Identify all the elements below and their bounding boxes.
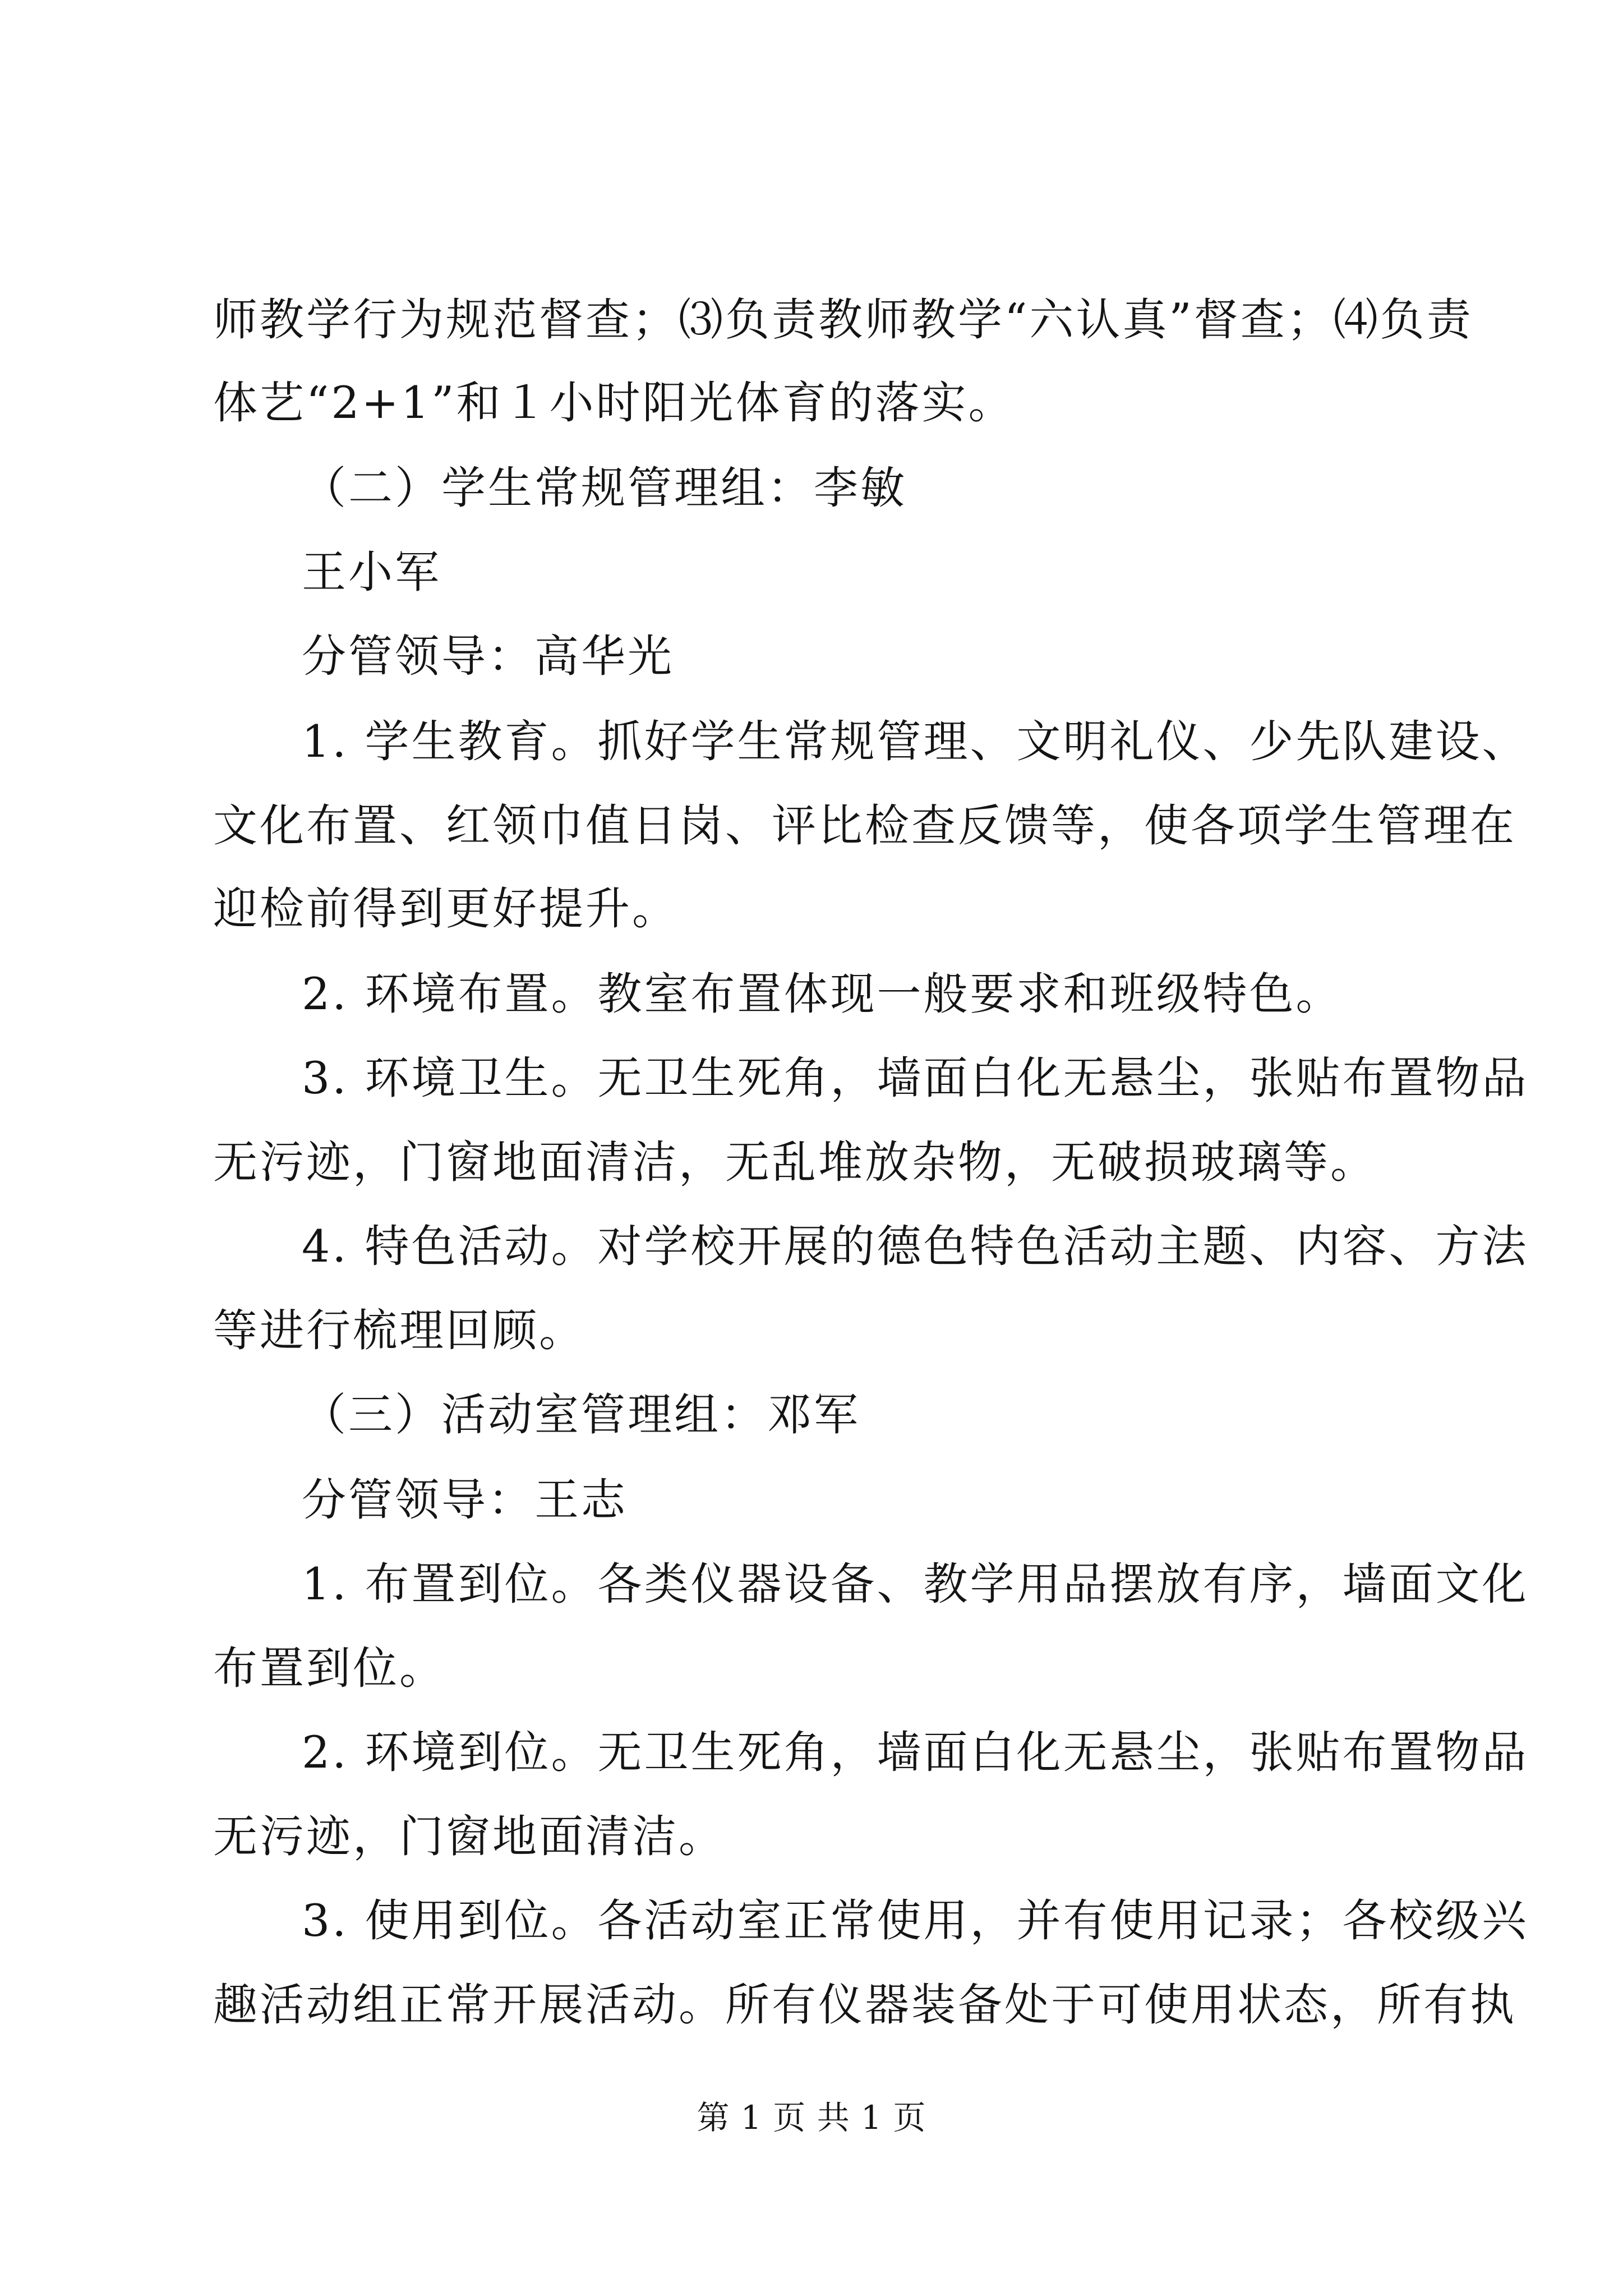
text-line: 布置到位。	[213, 1642, 446, 1694]
list-item: 1. 布置到位。各类仪器设备、教学用品摆放有序，墙面文化	[302, 1558, 1529, 1610]
text-line: 王小军	[302, 546, 441, 598]
list-item: 3. 环境卫生。无卫生死角，墙面白化无悬尘，张贴布置物品	[302, 1052, 1529, 1104]
text-line: 师教学行为规范督查；⑶负责教师教学“六认真”督查；⑷负责	[213, 294, 1473, 346]
section-heading: （三）活动室管理组：邓军	[302, 1389, 860, 1441]
list-item: 2. 环境布置。教室布置体现一般要求和班级特色。	[302, 968, 1343, 1020]
page-number-footer: 第 1 页 共 1 页	[697, 2099, 926, 2137]
text-line: 分管领导：高华光	[302, 631, 674, 682]
text-line: 无污迹，门窗地面清洁，无乱堆放杂物，无破损玻璃等。	[213, 1137, 1377, 1188]
section-heading: （二）学生常规管理组：李敏	[302, 462, 907, 514]
text-line: 文化布置、红领巾值日岗、评比检查反馈等，使各项学生管理在	[213, 800, 1516, 852]
text-line: 等进行梳理回顾。	[213, 1305, 585, 1356]
text-line: 趣活动组正常开展活动。所有仪器装备处于可使用状态，所有执	[213, 1979, 1516, 2031]
text-line: 体艺“2+1”和１小时阳光体育的落实。	[213, 377, 1015, 429]
text-line: 迎检前得到更好提升。	[213, 883, 679, 935]
list-item: 4. 特色活动。对学校开展的德色特色活动主题、内容、方法	[302, 1221, 1529, 1272]
text-line: 分管领导：王志	[302, 1474, 628, 1526]
text-line: 无污迹，门窗地面清洁。	[213, 1811, 725, 1862]
list-item: 3. 使用到位。各活动室正常使用，并有使用记录；各校级兴	[302, 1895, 1529, 1947]
list-item: 1. 学生教育。抓好学生常规管理、文明礼仪、少先队建设、	[302, 716, 1529, 767]
list-item: 2. 环境到位。无卫生死角，墙面白化无悬尘，张贴布置物品	[302, 1727, 1529, 1778]
